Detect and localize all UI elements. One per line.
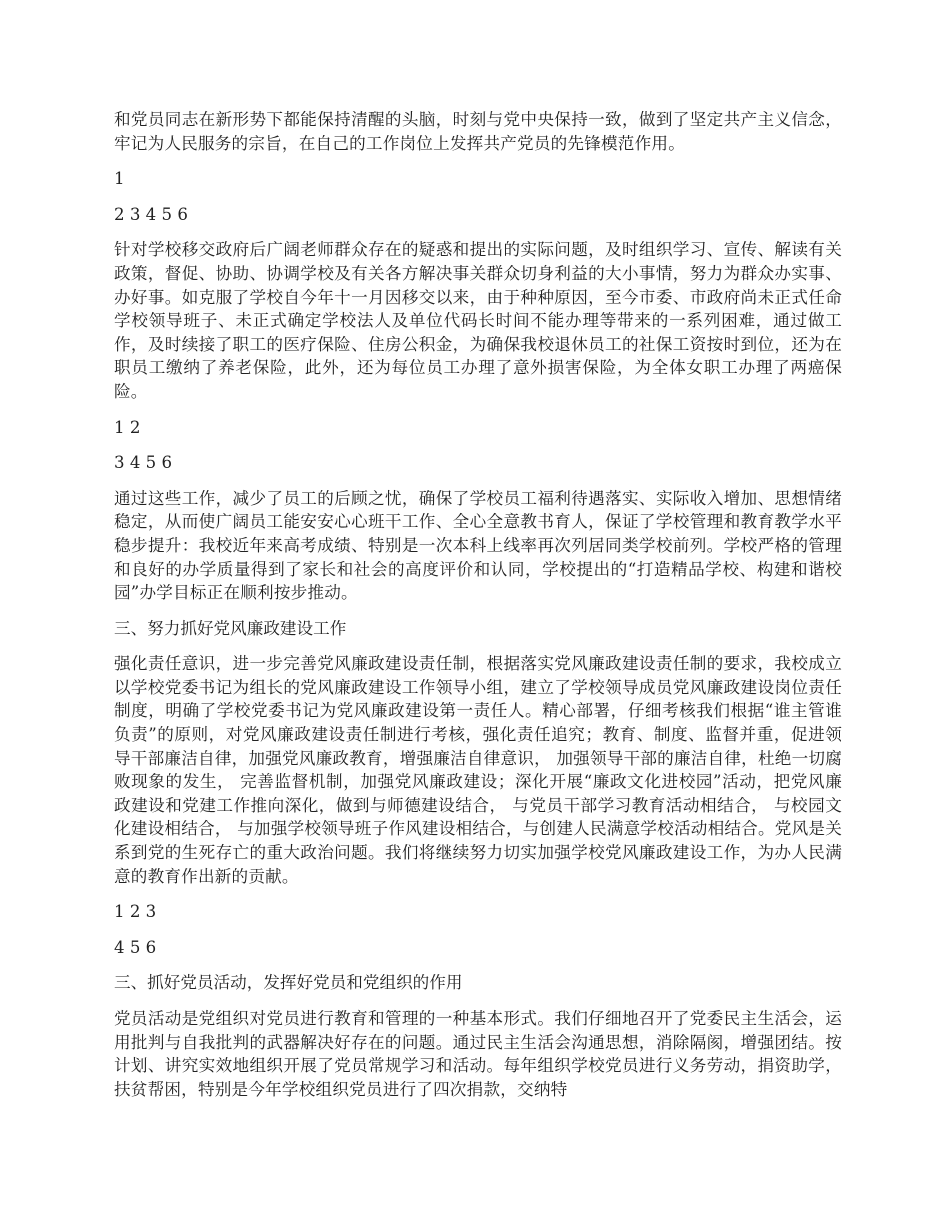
page-numbers-4: 3 4 5 6 [114, 453, 173, 473]
paragraph-2: 针对学校移交政府后广阔老师群众存在的疑惑和提出的实际问题，及时组织学习、宣传、解读有关政策，督促、协助、协调学校及有关各方解决事关群众切身利益的大小事情，努力为群众办实事、办好事。如克服了学校自今年十一月因移交以来，由于种种原因，至今市委、市政府尚未正式任命学校领导班子、未正式确定学校法人及单位代码长时间不能办理等带来的一系列困难，通过做工作，及时续接了职工的医疗保险、住房公积金，为确保我校退休员工的社保工资按时到位，还为在职员工缴纳了养老保险，此外，还为每位员工办理了意外损害保险，为全体女职工办理了两癌保险。 [114, 240, 842, 401]
section-heading-1: 三、努力抓好党风廉政建设工作 [114, 618, 347, 638]
paragraph-4: 强化责任意识，进一步完善党风廉政建设责任制，根据落实党风廉政建设责任制的要求，我校成立以学校党委书记为组长的党风廉政建设工作领导小组，建立了学校领导成员党风廉政建设岗位责任制度，明确了学校党委书记为党风廉政建设第一责任人。精心部署，仔细考核我们根据“谁主管谁负责”的原则，对党风廉政建设责任制进行考核，强化责任追究；教育、制度、监督并重，促进领导干部廉洁自律，加强党风廉政教育，增强廉洁自律意识， 加强领导干部的廉洁自律，杜绝一切腐败现象的发生， 完善监督机制，加强党风廉政建设；深化开展“廉政文化进校园”活动，把党风廉政建设和党建工作推向深化，做到与师德建设结合， 与党员干部学习教育活动相结合， 与校园文化建设相结合， 与加强学校领导班子作风建设相结合，与创建人民满意学校活动相结合。党风是关系到党的生死存亡的重大政治问题。我们将继续努力切实加强学校党风廉政建设工作，为办人民满意的教育作出新的贡献。 [114, 654, 842, 886]
paragraph-1: 和党员同志在新形势下都能保持清醒的头脑，时刻与党中央保持一致，做到了坚定共产主义信念，牢记为人民服务的宗旨，在自己的工作岗位上发挥共产党员的先锋模范作用。 [114, 110, 842, 153]
page-numbers-2: 2 3 4 5 6 [114, 204, 188, 224]
section-heading-2: 三、抓好党员活动，发挥好党员和党组织的作用 [114, 973, 463, 993]
paragraph-5: 党员活动是党组织对党员进行教育和管理的一种基本形式。我们仔细地召开了党委民主生活会，运用批判与自我批判的武器解决好存在的问题。通过民主生活会沟通思想，消除隔阂，增强团结。按计划、讲究实效地组织开展了党员常规学习和活动。每年组织学校党员进行义务劳动，捐资助学，扶贫帮困，特别是今年学校组织党员进行了四次捐款，交纳特 [114, 1009, 842, 1099]
page-numbers-6: 4 5 6 [114, 937, 157, 957]
page-numbers-1: 1 [114, 169, 125, 189]
document-body [114, 108, 842, 1101]
paragraph-3: 通过这些工作，减少了员工的后顾之忧，确保了学校员工福利待遇落实、实际收入增加、思想情绪稳定，从而使广阔员工能安安心心班干工作、全心全意教书育人，保证了学校管理和教育教学水平稳步提升：我校近年来高考成绩、特别是一次本科上线率再次列居同类学校前列。学校严格的管理和良好的办学质量得到了家长和社会的高度评价和认同，学校提出的“打造精品学校、构建和谐校园”办学目标正在顺利按步推动。 [114, 488, 842, 603]
page-numbers-3: 1 2 [114, 417, 141, 437]
page-numbers-5: 1 2 3 [114, 902, 157, 922]
